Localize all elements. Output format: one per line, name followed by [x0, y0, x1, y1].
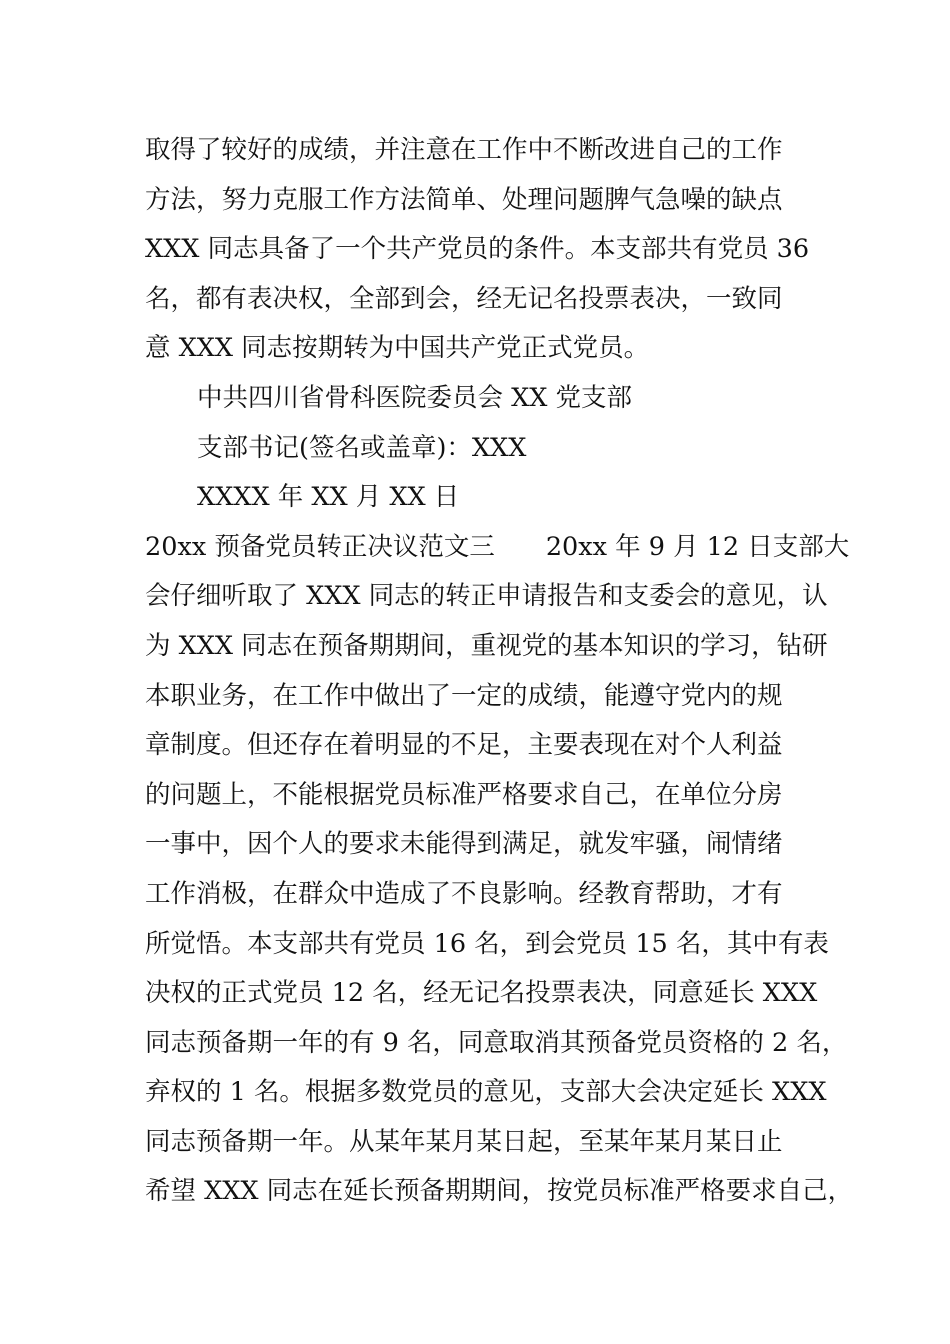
text-line-11: 为 XXX 同志在预备期期间，重视党的基本知识的学习，钻研: [145, 630, 828, 661]
document-body: [145, 126, 854, 1217]
signature-secretary: 支部书记(签名或盖章)：XXX: [197, 432, 527, 463]
signature-date: XXXX 年 XX 月 XX 日: [197, 482, 460, 513]
text-line-18: 决权的正式党员 12 名，经无记名投票表决，同意延长 XXX: [145, 978, 818, 1009]
text-line-1: 取得了较好的成绩，并注意在工作中不断改进自己的工作: [145, 135, 783, 165]
text-line-17: 所觉悟。本支部共有党员 16 名，到会党员 15 名，其中有表: [145, 928, 829, 959]
signature-organization: 中共四川省骨科医院委员会 XX 党支部: [197, 382, 633, 413]
text-line-4: 名，都有表决权，全部到会，经无记名投票表决，一致同: [145, 283, 783, 314]
text-line-15: 一事中，因个人的要求未能得到满足，就发牢骚，闹情绪: [145, 829, 783, 860]
text-line-16: 工作消极，在群众中造成了不良影响。经教育帮助，才有: [145, 878, 783, 909]
text-line-5: 意 XXX 同志按期转为中国共产党正式党员。: [145, 333, 650, 364]
section-heading-line: 20xx 预备党员转正决议范文三 20xx 年 9 月 12 日支部大: [145, 531, 850, 562]
text-line-2: 方法，努力克服工作方法简单、处理问题脾气急噪的缺点: [145, 184, 783, 215]
text-line-21: 同志预备期一年。从某年某月某日起，至某年某月某日止: [145, 1126, 783, 1157]
text-line-22: 希望 XXX 同志在延长预备期期间，按党员标准严格要求自己，: [145, 1176, 854, 1207]
text-line-14: 的问题上，不能根据党员标准严格要求自己，在单位分房: [145, 779, 783, 810]
text-line-20: 弃权的 1 名。根据多数党员的意见，支部大会决定延长 XXX: [145, 1077, 827, 1108]
text-line-12: 本职业务，在工作中做出了一定的成绩，能遵守党内的规: [145, 680, 783, 711]
text-line-10: 会仔细听取了 XXX 同志的转正申请报告和支委会的意见，认: [145, 581, 828, 612]
text-line-3: XXX 同志具备了一个共产党员的条件。本支部共有党员 36: [145, 234, 810, 265]
text-line-13: 章制度。但还存在着明显的不足，主要表现在对个人利益: [145, 730, 783, 761]
text-line-19: 同志预备期一年的有 9 名，同意取消其预备党员资格的 2 名，: [145, 1027, 848, 1058]
